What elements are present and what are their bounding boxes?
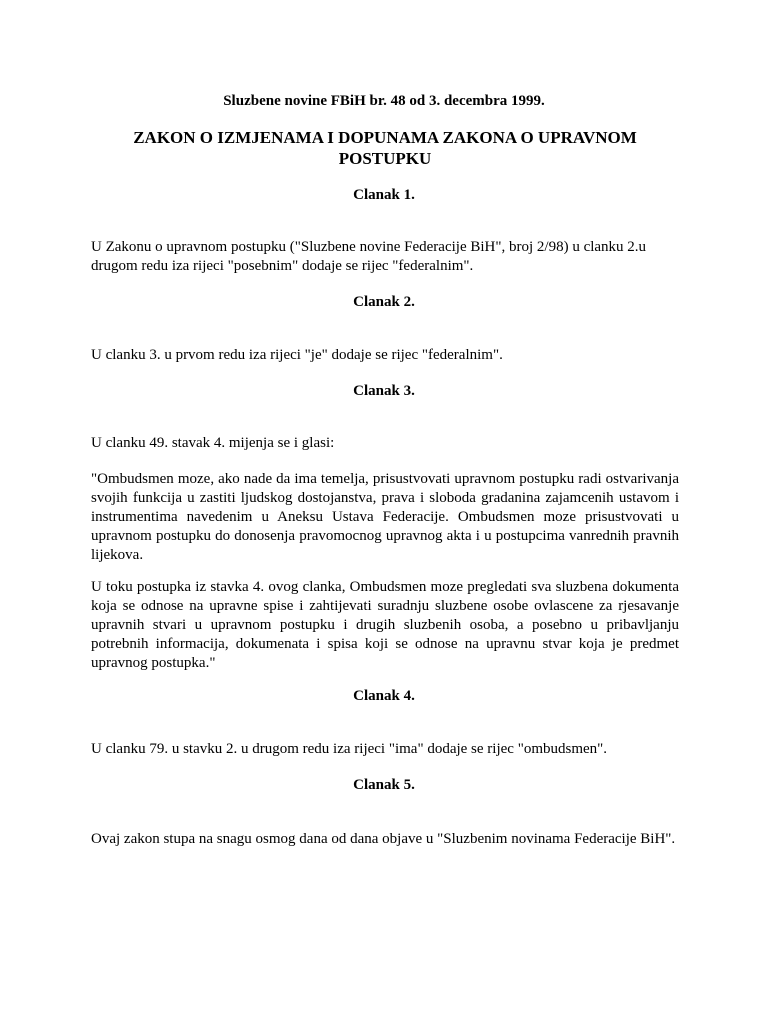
article-3-paragraph-ombudsmen: "Ombudsmen moze, ako nade da ima temelja, prisustvovati upravnom postupku radi ostvarivanja svojih funkcija u zastiti ljudskog dostojanstva, prava i sloboda gradanina zajamcenih ustavom i instrumentima navedenim u Aneksu Ustava Federacije. Ombudsmen moze prisustvovati u upravnom postupku do donosenja pravomocnog upravnog akta i u postupcima vanrednih pravnih lijekova. xyxy=(91,471,679,563)
law-title: ZAKON O IZMJENAMA I DOPUNAMA ZAKONA O UPRAVNOM POSTUPKU xyxy=(133,128,637,168)
article-3-paragraph-postupak: U toku postupka iz stavka 4. ovog clanka, Ombudsmen moze pregledati sva sluzbena dokumenta koja se odnose na upravne spise i zahtijevati suradnju sluzbene osobe ovlascene za rjesavanje upravnih stvari u upravnom postupku i drugih sluzbenih osoba, a posebno u pribavljanju potrebnih informacija, dokumenata i spisa koji se odnose na upravnu stvar koja je predmet upravnog postupka." xyxy=(91,579,679,671)
article-2-paragraph: U clanku 3. u prvom redu iza rijeci "je" dodaje se rijec "federalnim". xyxy=(91,347,503,363)
article-1-heading: Clanak 1. xyxy=(353,187,415,203)
article-4-heading: Clanak 4. xyxy=(353,688,415,704)
article-3-paragraph-intro: U clanku 49. stavak 4. mijenja se i glasi: xyxy=(91,435,335,451)
article-2-heading: Clanak 2. xyxy=(353,294,415,310)
article-1-paragraph: U Zakonu o upravnom postupku ("Sluzbene novine Federacije BiH", broj 2/98) u clanku 2.u drugom redu iza rijeci "posebnim" dodaje se rijec "federalnim". xyxy=(91,239,647,274)
article-4-paragraph: U clanku 79. u stavku 2. u drugom redu iza rijeci "ima" dodaje se rijec "ombudsmen". xyxy=(91,741,608,757)
article-5-paragraph: Ovaj zakon stupa na snagu osmog dana od dana objave u "Sluzbenim novinama Federacije BiH". xyxy=(91,831,676,847)
gazette-header: Sluzbene novine FBiH br. 48 od 3. decembra 1999. xyxy=(223,93,545,109)
article-3-heading: Clanak 3. xyxy=(353,383,415,399)
article-5-heading: Clanak 5. xyxy=(353,777,415,793)
